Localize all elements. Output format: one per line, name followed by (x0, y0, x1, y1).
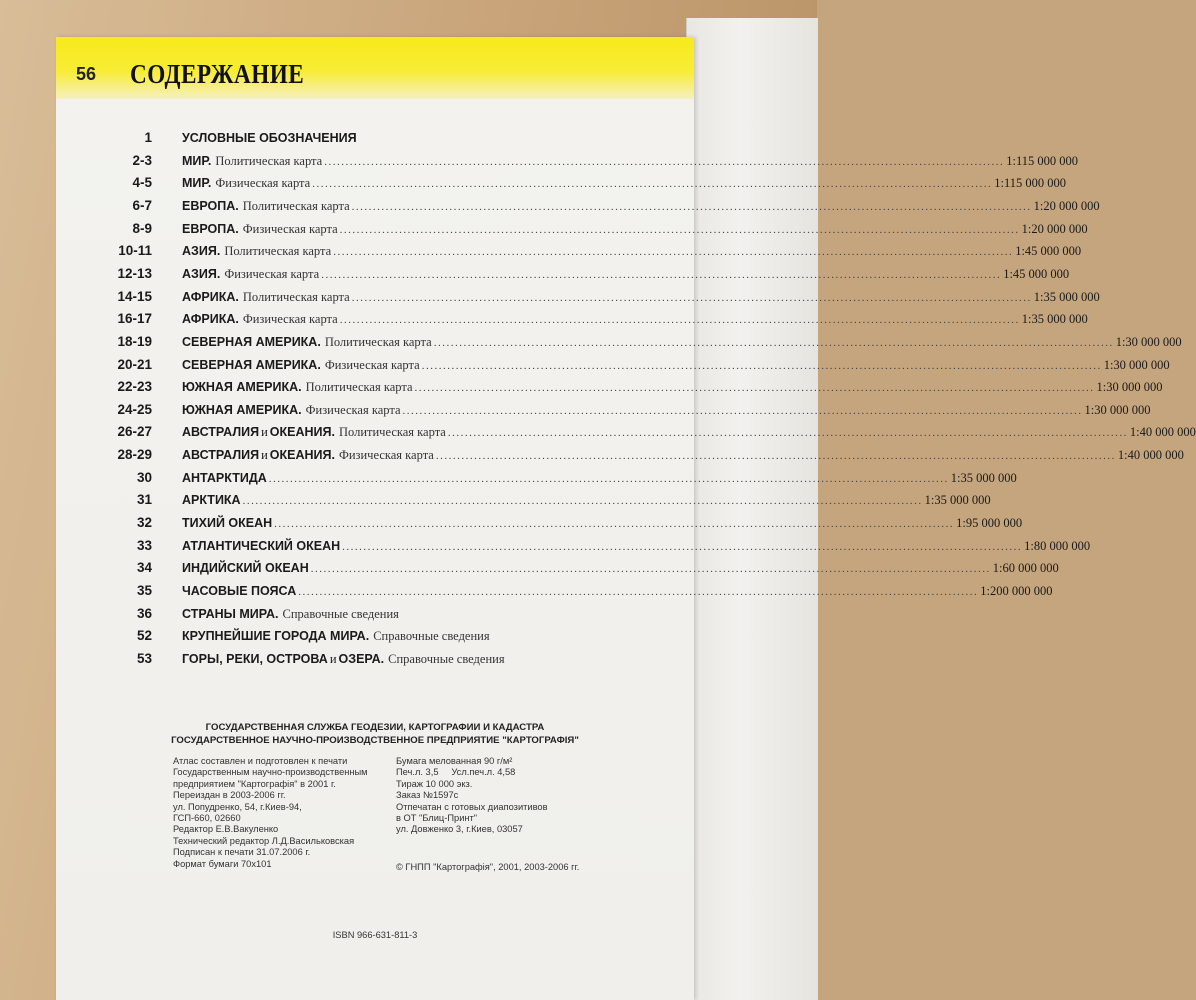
toc-map-scale: 1:30 000 000 (1084, 402, 1151, 417)
toc-row (56, 580, 1053, 602)
toc-map-scale: 1:115 000 000 (1006, 153, 1078, 168)
toc-entry-conjunction: и (261, 425, 268, 440)
toc-entry-subtitle: Физическая карта (215, 176, 311, 191)
toc-entry-subtitle: Справочные сведения (373, 629, 490, 644)
toc-map-scale: 1:20 000 000 (1021, 221, 1088, 236)
toc-page-number: 6-7 (132, 197, 152, 213)
toc-row (56, 625, 694, 647)
toc-page-number: 28-29 (117, 447, 152, 463)
toc-entry (182, 218, 1088, 241)
toc-row (56, 421, 1196, 443)
imprint-left-line: Государственным научно-производственным (173, 767, 368, 778)
toc-page-number: 52 (136, 628, 152, 644)
toc-entry (182, 557, 1059, 580)
toc-row (56, 376, 1163, 398)
toc-map-scale: 1:30 000 000 (1103, 357, 1170, 372)
toc-entry-name: УСЛОВНЫЕ ОБОЗНАЧЕНИЯ (182, 131, 357, 145)
toc-dot-leader: ................................................................................................................................................................ (268, 472, 949, 485)
toc-entry (182, 444, 1184, 467)
toc-row (56, 557, 1059, 579)
toc-entry-subtitle: Физическая карта (324, 357, 420, 372)
toc-entry (182, 263, 1070, 286)
imprint-right (396, 756, 548, 836)
imprint-left (173, 756, 368, 870)
toc-entry-name: АФРИКА. (182, 289, 239, 304)
toc-map-scale: 1:30 000 000 (1096, 380, 1163, 395)
toc-entry (182, 376, 1163, 399)
toc-map-scale: 1:115 000 000 (994, 176, 1066, 191)
toc-entry (182, 240, 1082, 263)
imprint-left-line: Технический редактор Л.Д.Васильковская (173, 835, 355, 846)
org-line-2: ГОСУДАРСТВЕННОЕ НАУЧНО-ПРОИЗВОДСТВЕННОЕ ПРЕДПРИЯТИЕ "КАРТОГРАФІЯ" (171, 735, 579, 746)
toc-page-number: 24-25 (117, 401, 152, 417)
toc-map-scale: 1:45 000 000 (1003, 266, 1070, 281)
toc-row (56, 535, 1091, 557)
toc-entry (182, 354, 1170, 377)
toc-entry-name: СЕВЕРНАЯ АМЕРИКА. (182, 357, 321, 372)
page-number: 56 (76, 64, 97, 84)
toc-dot-leader: ................................................................................................................................................................ (351, 291, 1032, 304)
toc-page-number: 53 (136, 650, 152, 666)
isbn: ISBN 966-631-811-3 (332, 930, 418, 940)
toc-entry (182, 127, 636, 149)
toc-entry (182, 512, 1023, 535)
toc-row (56, 603, 694, 625)
toc-page-number: 1 (144, 130, 152, 145)
copyright: © ГНПП "Картографія", 2001, 2003-2006 гг. (396, 862, 580, 872)
toc-entry-name: АВСТРАЛИЯ (182, 448, 260, 463)
toc-row (56, 127, 694, 149)
imprint-left-line: Переиздан в 2003-2006 гг. (173, 790, 286, 801)
toc-page-number: 2-3 (132, 152, 152, 168)
toc-entry (182, 399, 1151, 422)
toc-entry (182, 625, 636, 647)
toc-dot-leader: ................................................................................................................................................................ (447, 427, 1128, 440)
toc-entry-name: АВСТРАЛИЯ (182, 425, 260, 440)
atlas-page (56, 37, 1196, 1000)
toc-page-number: 36 (136, 605, 152, 621)
toc-page-number: 16-17 (117, 311, 152, 327)
toc-dot-leader: ................................................................................................................................................................ (310, 563, 991, 576)
toc-dot-leader: ................................................................................................................................................................ (339, 223, 1020, 236)
toc-entry (182, 648, 636, 670)
imprint-right-line: ул. Довженко 3, г.Киев, 03057 (396, 824, 523, 835)
toc-row (56, 286, 1100, 308)
toc-entry-name: АЗИЯ. (182, 266, 221, 281)
toc-entry (182, 489, 991, 512)
toc-map-scale: 1:20 000 000 (1033, 198, 1100, 213)
toc-dot-leader: ................................................................................................................................................................ (312, 178, 993, 191)
toc-dot-leader: ................................................................................................................................................................ (435, 450, 1116, 463)
toc-page-number: 26-27 (117, 424, 152, 440)
toc-dot-leader: ................................................................................................................................................................ (402, 404, 1083, 417)
toc-entry-name: ЮЖНАЯ АМЕРИКА. (182, 380, 302, 395)
toc-entry-subtitle: Политическая карта (242, 198, 350, 213)
toc-row (56, 240, 1082, 262)
toc-entry-name: ЕВРОПА. (182, 198, 239, 213)
toc-entry-name: АТЛАНТИЧЕСКИЙ ОКЕАН (182, 538, 341, 553)
toc-entry-name-2: ОЗЕРА. (338, 651, 385, 666)
imprint-left-line: Редактор Е.В.Вакуленко (173, 824, 279, 835)
toc-map-scale: 1:35 000 000 (1033, 289, 1100, 304)
toc-entry-name: ИНДИЙСКИЙ ОКЕАН (182, 561, 309, 576)
imprint-right-line: Отпечатан с готовых диапозитивов (396, 801, 548, 812)
toc-entry-subtitle: Политическая карта (224, 244, 332, 259)
toc-entry-name: АЗИЯ. (182, 244, 221, 259)
toc-entry-subtitle: Политическая карта (338, 425, 446, 440)
toc-page-number: 8-9 (132, 220, 152, 236)
toc-entry-name: АРКТИКА (182, 493, 241, 508)
toc-map-scale: 1:95 000 000 (956, 516, 1023, 531)
toc-row (56, 648, 694, 670)
imprint-right-line: Печ.л. 3,5 Усл.печ.л. 4,58 (396, 767, 516, 778)
toc-entry (182, 195, 1100, 218)
toc-entry (182, 308, 1088, 331)
page-title: СОДЕРЖАНИЕ (130, 59, 305, 89)
toc-entry-name: ЧАСОВЫЕ ПОЯСА (182, 584, 297, 598)
toc-entry-subtitle: Политическая карта (324, 334, 432, 349)
imprint-left-line: ГСП-660, 02660 (173, 812, 241, 823)
toc-row (56, 512, 1023, 534)
toc-dot-leader: ................................................................................................................................................................ (433, 336, 1114, 349)
toc-entry-subtitle: Физическая карта (338, 448, 434, 463)
toc-dot-leader: ................................................................................................................................................................ (339, 314, 1020, 327)
imprint-right-line: Тираж 10 000 экз. (396, 778, 473, 789)
toc-entry-conjunction: и (261, 448, 268, 463)
toc-page-number: 33 (136, 537, 152, 553)
toc-page-number: 34 (136, 560, 152, 576)
toc-dot-leader: ................................................................................................................................................................ (242, 495, 923, 508)
toc-dot-leader: ................................................................................................................................................................ (421, 359, 1102, 372)
toc-page-number: 12-13 (117, 265, 152, 281)
imprint-left-line: предприятием "Картографія" в 2001 г. (173, 778, 336, 789)
imprint-right-line: Заказ №1597с (396, 790, 459, 801)
toc-row (56, 399, 1151, 421)
toc-entry-subtitle: Политическая карта (215, 153, 323, 168)
toc-map-scale: 1:40 000 000 (1129, 425, 1196, 440)
toc-row (56, 354, 1170, 376)
toc-entry-name-2: ОКЕАНИЯ. (269, 425, 335, 440)
toc-dot-leader: ................................................................................................................................................................ (351, 200, 1032, 213)
toc-entry-name: АФРИКА. (182, 312, 239, 327)
toc-entry-subtitle: Физическая карта (242, 221, 338, 236)
toc-entry-subtitle: Справочные сведения (388, 651, 505, 666)
toc-entry-name-2: ОКЕАНИЯ. (269, 448, 335, 463)
toc-entry (182, 580, 1053, 603)
imprint-left-line: ул. Попудренко, 54, г.Киев-94, (173, 801, 302, 812)
toc-entry-subtitle: Политическая карта (242, 289, 350, 304)
toc-dot-leader: ................................................................................................................................................................ (274, 518, 955, 531)
toc-map-scale: 1:45 000 000 (1015, 244, 1082, 259)
imprint-left-line: Формат бумаги 70x101 (173, 858, 272, 869)
toc-page-number: 14-15 (117, 288, 152, 304)
toc-dot-leader: ................................................................................................................................................................ (298, 586, 979, 598)
toc-dot-leader: ................................................................................................................................................................ (321, 268, 1002, 281)
toc-map-scale: 1:60 000 000 (992, 561, 1059, 576)
toc-dot-leader: ................................................................................................................................................................ (324, 155, 1005, 168)
toc-entry-name: МИР. (182, 176, 212, 191)
toc-entry-name: ЮЖНАЯ АМЕРИКА. (182, 402, 302, 417)
toc-entry (182, 467, 1017, 490)
toc-dot-leader: ................................................................................................................................................................ (414, 382, 1095, 395)
toc-row (56, 308, 1088, 330)
toc-map-scale: 1:40 000 000 (1117, 448, 1184, 463)
toc-row (56, 331, 1182, 353)
imprint-left-line: Атлас составлен и подготовлен к печати (173, 756, 348, 766)
imprint-right-line: Бумага мелованная 90 г/м² (396, 756, 513, 766)
toc-row (56, 195, 1100, 217)
toc-entry-subtitle: Физическая карта (242, 312, 338, 327)
toc-row (56, 263, 1070, 285)
toc-map-scale: 1:35 000 000 (950, 470, 1017, 485)
toc-map-scale: 1:35 000 000 (1021, 312, 1088, 327)
toc-entry (182, 421, 1196, 444)
toc-page-number: 32 (136, 515, 152, 531)
toc-page-number: 30 (136, 469, 152, 485)
toc-entry-name: МИР. (182, 153, 212, 168)
toc-entry-name: СЕВЕРНАЯ АМЕРИКА. (182, 334, 321, 349)
toc-map-scale: 1:200 000 000 (980, 584, 1053, 598)
toc-entry-name: АНТАРКТИДА (182, 470, 267, 485)
toc-dot-leader: ................................................................................................................................................................ (342, 540, 1023, 553)
toc-entry-subtitle: Физическая карта (224, 266, 320, 281)
toc-row (56, 467, 1017, 489)
toc-entry (182, 172, 1066, 195)
toc-entry-subtitle: Физическая карта (305, 402, 401, 417)
toc-page-number: 4-5 (132, 175, 152, 191)
toc-page-number: 20-21 (117, 356, 152, 372)
toc-entry-name: ГОРЫ, РЕКИ, ОСТРОВА (182, 651, 328, 666)
toc-entry (182, 603, 636, 625)
toc-map-scale: 1:80 000 000 (1024, 538, 1091, 553)
imprint-right-line: в ОТ "Блиц-Принт" (396, 812, 478, 823)
toc-entry-name: СТРАНЫ МИРА. (182, 606, 279, 621)
toc-entry (182, 331, 1182, 354)
imprint-left-line: Подписан к печати 31.07.2006 г. (173, 847, 311, 858)
org-line-1: ГОСУДАРСТВЕННАЯ СЛУЖБА ГЕОДЕЗИИ, КАРТОГРАФИИ И КАДАСТРА (205, 722, 545, 733)
toc-entry-conjunction: и (329, 651, 337, 666)
toc-entry (182, 286, 1100, 309)
toc-entry (182, 150, 1078, 173)
toc-page-number: 22-23 (117, 379, 152, 395)
toc-page-number: 18-19 (117, 333, 152, 349)
toc-row (56, 172, 1066, 194)
toc-entry-name: ТИХИЙ ОКЕАН (182, 516, 273, 531)
toc-map-scale: 1:30 000 000 (1115, 334, 1182, 349)
toc-entry-name: ЕВРОПА. (182, 221, 239, 236)
toc-map-scale: 1:35 000 000 (924, 493, 991, 508)
toc-row (56, 489, 991, 511)
toc-row (56, 218, 1088, 240)
toc-dot-leader: ................................................................................................................................................................ (333, 246, 1014, 259)
toc-entry-name: КРУПНЕЙШИЕ ГОРОДА МИРА. (182, 629, 370, 644)
toc-page-number: 35 (136, 583, 152, 598)
toc-entry (182, 535, 1091, 558)
toc-page-number: 10-11 (118, 243, 152, 259)
toc-row (56, 150, 1078, 172)
toc-entry-subtitle: Справочные сведения (282, 606, 399, 621)
toc-row (56, 444, 1184, 466)
toc-page-number: 31 (136, 492, 152, 508)
toc-entry-subtitle: Политическая карта (305, 380, 413, 395)
